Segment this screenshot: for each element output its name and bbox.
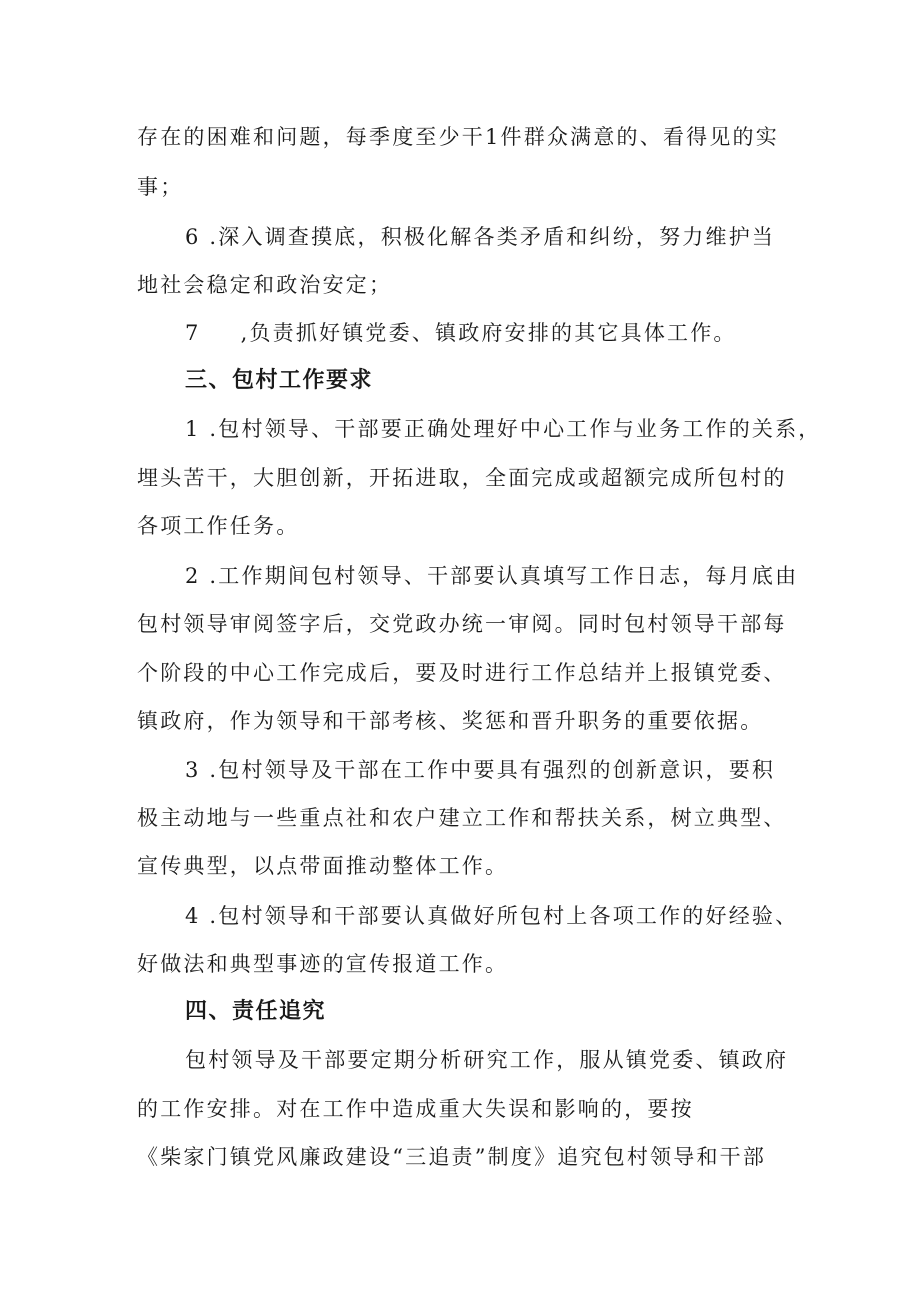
paragraph-line: 各项工作任务。 (137, 514, 300, 538)
paragraph-line: 个阶段的中心工作完成后，要及时进行工作总结并上报镇党委、 (137, 661, 787, 685)
list-item-7 (185, 318, 845, 348)
list-item-text: ,负责抓好镇党委、镇政府安排的其它具体工作。 (240, 321, 737, 345)
paragraph-line: 存在的困难和问题，每季度至少干1件群众满意的、看得见的实 (137, 125, 779, 149)
section-heading-3: 三、包村工作要求 (185, 368, 374, 393)
paragraph-line: 包村领导及干部要定期分析研究工作，服从镇党委、镇政府 (185, 1048, 789, 1072)
list-item-4: 4 .包村领导和干部要认真做好所包村上各项工作的好经验、 (185, 904, 799, 928)
paragraph-line: 地社会稳定和政治安定； (137, 273, 393, 297)
section-heading-4: 四、责任追究 (185, 999, 327, 1024)
paragraph-line: 好做法和典型事迹的宣传报道工作。 (137, 952, 509, 976)
paragraph-line: 埋头苦干，大胆创新，开拓进取，全面完成或超额完成所包村的 (137, 466, 787, 490)
list-item-2: 2 .工作期间包村领导、干部要认真填写工作日志，每月底由 (185, 564, 799, 588)
list-item-3: 3 .包村领导及干部在工作中要具有强烈的创新意识，要积 (185, 758, 776, 782)
paragraph-line: 宣传典型，以点带面推动整体工作。 (137, 854, 509, 878)
paragraph-line: 极主动地与一些重点社和农户建立工作和帮扶关系，树立典型、 (137, 806, 787, 830)
paragraph-line: 的工作安排。对在工作中造成重大失误和影响的，要按 (137, 1097, 694, 1121)
list-item-1: 1 .包村领导、干部要正确处理好中心工作与业务工作的关系， (185, 417, 822, 441)
paragraph-line: 事； (137, 175, 184, 199)
list-item-6: 6 .深入调查摸底，积极化解各类矛盾和纠纷，努力维护当 (185, 225, 776, 249)
paragraph-line: 《柴家门镇党风廉政建设“三追责”制度》追究包村领导和干部 (137, 1145, 767, 1169)
list-number: 7 (185, 321, 201, 345)
paragraph-line: 包村领导审阅签字后，交党政办统一审阅。同时包村领导干部每 (137, 612, 787, 636)
paragraph-line: 镇政府，作为领导和干部考核、奖惩和晋升职务的重要依据。 (137, 709, 764, 733)
